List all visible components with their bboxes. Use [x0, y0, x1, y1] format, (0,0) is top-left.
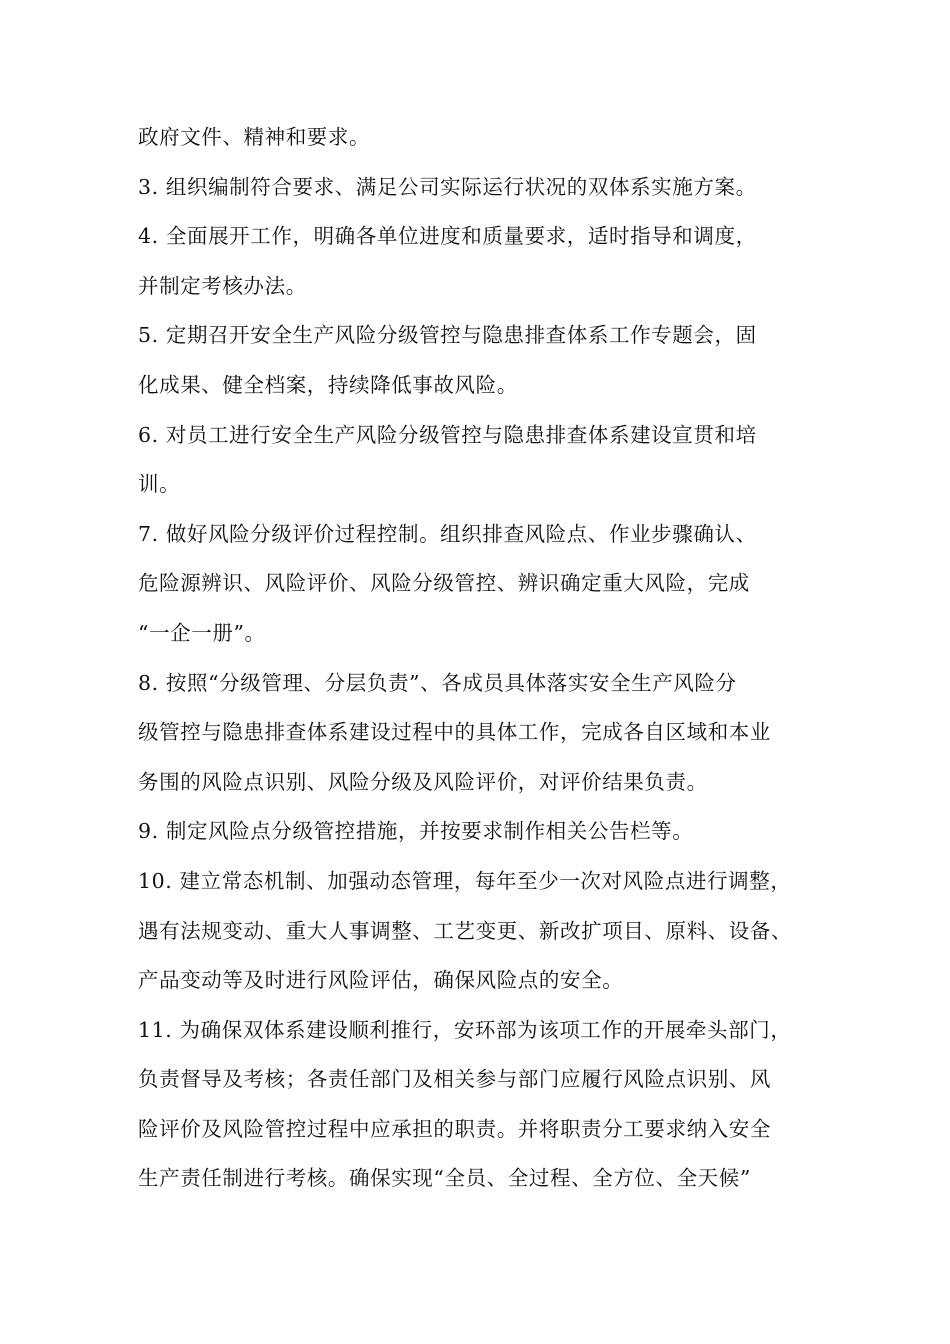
text-line: 5. 定期召开安全生产风险分级管控与隐患排查体系工作专题会，固 — [138, 323, 757, 348]
text-line: “一企一册”。 — [138, 620, 266, 645]
text-line: 6. 对员工进行安全生产风险分级管控与隐患排查体系建设宣贯和培 — [138, 422, 757, 447]
text-line: 训。 — [138, 472, 181, 497]
text-line: 危险源辨识、风险评价、风险分级管控、辨识确定重大风险，完成 — [138, 571, 750, 596]
text-line: 级管控与隐患排查体系建设过程中的具体工作，完成各自区域和本业 — [138, 720, 771, 745]
text-line: 9. 制定风险点分级管控措施，并按要求制作相关公告栏等。 — [138, 819, 694, 844]
text-line: 3. 组织编制符合要求、满足公司实际运行状况的双体系实施方案。 — [138, 174, 757, 199]
text-line: 险评价及风险管控过程中应承担的职责。并将职责分工要求纳入安全 — [138, 1116, 771, 1141]
text-line: 7. 做好风险分级评价过程控制。组织排查风险点、作业步骤确认、 — [138, 521, 757, 546]
text-line: 生产责任制进行考核。确保实现“全员、全过程、全方位、全天候” — [138, 1166, 751, 1191]
text-line: 化成果、健全档案，持续降低事故风险。 — [138, 372, 518, 397]
text-line: 10. 建立常态机制、加强动态管理，每年至少一次对风险点进行调整， — [138, 868, 792, 893]
text-line: 11. 为确保双体系建设顺利推行，安环部为该项工作的开展牵头部门， — [138, 1017, 792, 1042]
text-line: 8. 按照“分级管理、分层负责”、各成员具体落实安全生产风险分 — [138, 670, 737, 695]
text-line: 4. 全面展开工作，明确各单位进度和质量要求，适时指导和调度， — [138, 224, 757, 249]
text-line: 产品变动等及时进行风险评估，确保风险点的安全。 — [138, 968, 624, 993]
text-line: 并制定考核办法。 — [138, 273, 307, 298]
document-body — [138, 117, 828, 1208]
text-line: 负责督导及考核；各责任部门及相关参与部门应履行风险点识别、风 — [138, 1067, 771, 1092]
text-line: 政府文件、精神和要求。 — [138, 125, 371, 149]
text-line: 务围的风险点识别、风险分级及风险评价，对评价结果负责。 — [138, 769, 708, 794]
text-line: 遇有法规变动、重大人事调整、工艺变更、新改扩项目、原料、设备、 — [138, 918, 793, 943]
